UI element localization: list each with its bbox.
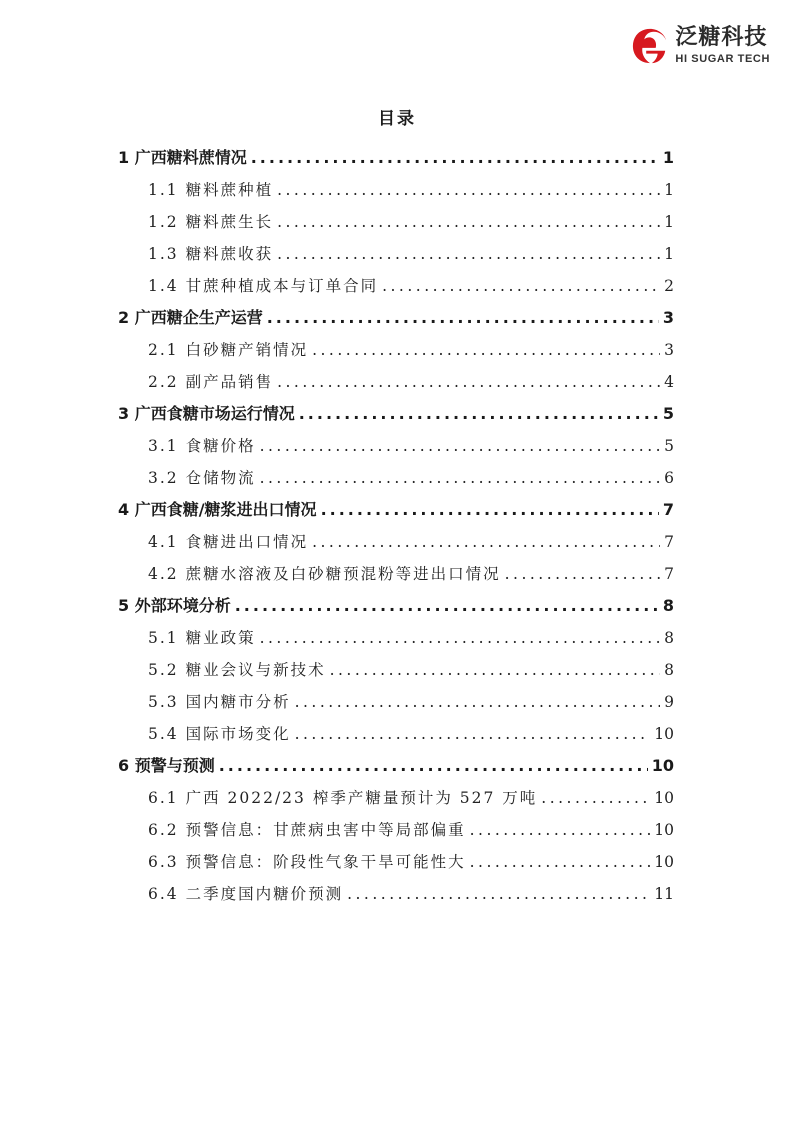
toc-dot-leader: [295, 718, 651, 750]
toc-dot-leader: [277, 174, 660, 206]
toc-entry-page: 1: [664, 245, 674, 263]
toc-section-entry[interactable]: [118, 334, 674, 366]
toc-entry-page: 2: [664, 277, 674, 295]
toc-entry-page: 10: [651, 756, 674, 775]
toc-section-entry[interactable]: [118, 622, 674, 654]
toc-section-entry[interactable]: [118, 718, 674, 750]
hi-sugar-logo-icon: [631, 27, 669, 65]
toc-section-entry[interactable]: [118, 206, 674, 238]
toc-section-entry[interactable]: [118, 686, 674, 718]
toc-entry-label: 5.1 糖业政策: [148, 629, 256, 647]
toc-dot-leader: [299, 398, 659, 430]
toc-dot-leader: [347, 878, 650, 910]
toc-chapter-entry[interactable]: [118, 398, 674, 430]
toc-entry-label: 5.2 糖业会议与新技术: [148, 661, 326, 679]
toc-entry-label: 6.3 预警信息：阶段性气象干旱可能性大: [148, 853, 466, 871]
toc-entry-page: 10: [654, 853, 674, 871]
toc-dot-leader: [277, 206, 660, 238]
toc-dot-leader: [330, 654, 661, 686]
toc-section-entry[interactable]: [118, 878, 674, 910]
toc-chapter-entry[interactable]: [118, 494, 674, 526]
toc-dot-leader: [321, 494, 659, 526]
toc-dot-leader: [470, 846, 651, 878]
toc-dot-leader: [260, 430, 661, 462]
toc-entry-page: 11: [654, 885, 674, 903]
toc-entry-label: 1.3 糖料蔗收获: [148, 245, 274, 263]
toc-entry-label: 1.1 糖料蔗种植: [148, 181, 274, 199]
toc-entry-label: 3.1 食糖价格: [148, 437, 256, 455]
toc-chapter-entry[interactable]: [118, 750, 674, 782]
toc-entry-label: 5 外部环境分析: [118, 596, 231, 615]
toc-chapter-entry[interactable]: [118, 302, 674, 334]
toc-entry-label: 6.1 广西 2022/23 榨季产糖量预计为 527 万吨: [148, 789, 538, 807]
toc-entry-page: 10: [654, 821, 674, 839]
toc-entry-label: 3.2 仓储物流: [148, 469, 256, 487]
toc-entry-page: 5: [664, 437, 674, 455]
toc-section-entry[interactable]: [118, 846, 674, 878]
toc-dot-leader: [470, 814, 651, 846]
toc-chapter-entry[interactable]: [118, 590, 674, 622]
toc-entry-label: 4.2 蔗糖水溶液及白砂糖预混粉等进出口情况: [148, 565, 501, 583]
toc-entry-label: 6.4 二季度国内糖价预测: [148, 885, 344, 903]
toc-entry-page: 1: [662, 148, 674, 167]
toc-section-entry[interactable]: [118, 814, 674, 846]
toc-dot-leader: [541, 782, 650, 814]
toc-dot-leader: [277, 238, 660, 270]
toc-entry-page: 9: [664, 693, 674, 711]
toc-entry-page: 4: [664, 373, 674, 391]
toc-entry-page: 7: [662, 500, 674, 519]
toc-section-entry[interactable]: [118, 558, 674, 590]
toc-dot-leader: [260, 622, 661, 654]
toc-entry-label: 2 广西糖企生产运营: [118, 308, 263, 327]
brand-logo: [631, 26, 770, 66]
toc-entry-label: 1 广西糖料蔗情况: [118, 148, 247, 167]
toc-entry-page: 8: [664, 661, 674, 679]
toc-dot-leader: [312, 526, 660, 558]
toc-entry-label: 6 预警与预测: [118, 756, 215, 775]
toc-entry-label: 2.1 白砂糖产销情况: [148, 341, 309, 359]
toc-entry-page: 10: [654, 789, 674, 807]
toc-entry-label: 6.2 预警信息：甘蔗病虫害中等局部偏重: [148, 821, 466, 839]
toc-dot-leader: [295, 686, 661, 718]
toc-entry-label: 1.4 甘蔗种植成本与订单合同: [148, 277, 379, 295]
logo-english-name: HI SUGAR TECH: [675, 53, 770, 65]
toc-entry-label: 5.3 国内糖市分析: [148, 693, 291, 711]
toc-entry-page: 7: [664, 565, 674, 583]
toc-dot-leader: [235, 590, 659, 622]
toc-dot-leader: [260, 462, 661, 494]
toc-entry-label: 3 广西食糖市场运行情况: [118, 404, 295, 423]
toc-dot-leader: [219, 750, 648, 782]
toc-section-entry[interactable]: [118, 238, 674, 270]
logo-chinese-name: 泛糖科技: [675, 25, 768, 50]
toc-entry-page: 3: [662, 308, 674, 327]
toc-dot-leader: [382, 270, 660, 302]
toc-dot-leader: [312, 334, 660, 366]
toc-section-entry[interactable]: [118, 526, 674, 558]
toc-dot-leader: [277, 366, 660, 398]
toc-entry-page: 1: [664, 213, 674, 231]
toc-entry-page: 6: [664, 469, 674, 487]
toc-entry-page: 1: [664, 181, 674, 199]
toc-dot-leader: [251, 142, 659, 174]
toc-entry-page: 8: [664, 629, 674, 647]
toc-entry-page: 7: [664, 533, 674, 551]
toc-entry-label: 4 广西食糖/糖浆进出口情况: [118, 500, 317, 519]
toc-dot-leader: [505, 558, 661, 590]
toc-section-entry[interactable]: [118, 654, 674, 686]
toc-section-entry[interactable]: [118, 366, 674, 398]
toc-section-entry[interactable]: [118, 782, 674, 814]
toc-entry-label: 2.2 副产品销售: [148, 373, 274, 391]
toc-section-entry[interactable]: [118, 270, 674, 302]
toc-section-entry[interactable]: [118, 174, 674, 206]
toc-chapter-entry[interactable]: [118, 142, 674, 174]
toc-entry-page: 3: [664, 341, 674, 359]
toc-entry-page: 10: [654, 725, 674, 743]
toc-entry-page: 5: [662, 404, 674, 423]
toc-section-entry[interactable]: [118, 430, 674, 462]
toc-entry-label: 4.1 食糖进出口情况: [148, 533, 309, 551]
toc-section-entry[interactable]: [118, 462, 674, 494]
toc-entry-label: 1.2 糖料蔗生长: [148, 213, 274, 231]
toc-dot-leader: [267, 302, 659, 334]
toc-entry-page: 8: [662, 596, 674, 615]
toc-title: 目录: [378, 109, 416, 129]
toc-entry-label: 5.4 国际市场变化: [148, 725, 291, 743]
table-of-contents: [118, 142, 674, 910]
